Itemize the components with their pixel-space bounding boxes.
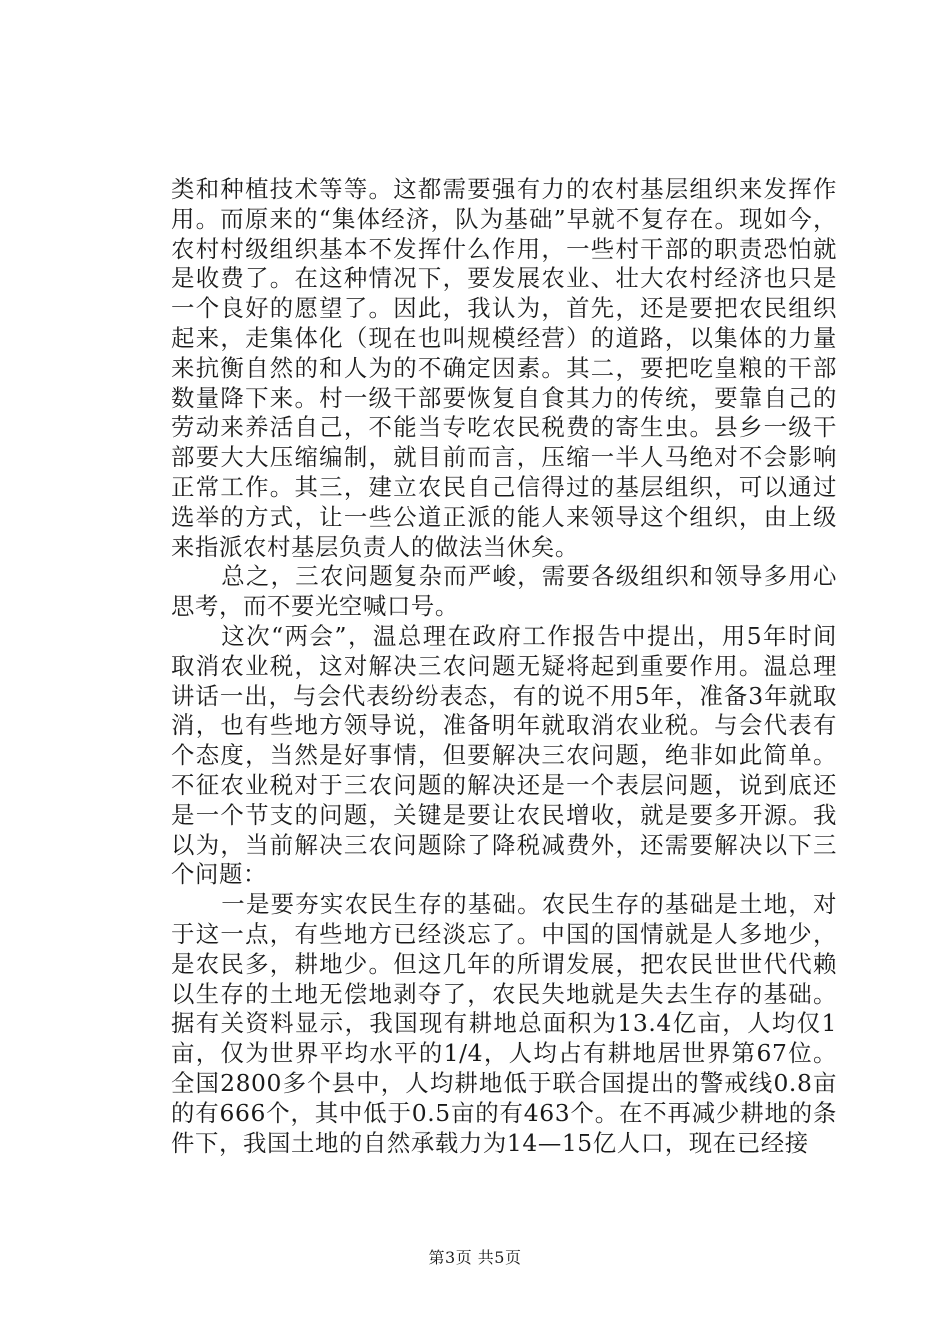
paragraph-conclusion: 总之，三农问题复杂而严峻，需要各级组织和领导多用心思考，而不要光空喊口号。 (171, 562, 837, 621)
page-number-footer: 第3页 共5页 (428, 1248, 522, 1267)
paragraph-land-foundation: 一是要夯实农民生存的基础。农民生存的基础是土地，对于这一点，有些地方已经淡忘了。中国的国情就是人多地少，是农民多，耕地少。但这几年的所谓发展，把农民世世代代赖以生存的土地无偿地剥夺了，农民失地就是失去生存的基础。据有关资料显示，我国现有耕地总面积为13.4亿亩，人均仅1亩，仅为世界平均水平的1/4，人均占有耕地居世界第67位。全国2800多个县中，人均耕地低于联合国提出的警戒线0.8亩的有666个，其中低于0.5亩的有463个。在不再减少耕地的条件下，我国土地的自然承载力为14—15亿人口，现在已经接 (171, 890, 837, 1157)
paragraph-continuation: 类和种植技术等等。这都需要强有力的农村基层组织来发挥作用。而原来的“集体经济，队为基础”早就不复存在。现如今，农村村级组织基本不发挥什么作用，一些村干部的职责恐怕就是收费了。在这种情况下，要发展农业、壮大农村经济也只是一个良好的愿望了。因此，我认为，首先，还是要把农民组织起来，走集体化（现在也叫规模经营）的道路，以集体的力量来抗衡自然的和人为的不确定因素。其二，要把吃皇粮的干部数量降下来。村一级干部要恢复自食其力的传统，要靠自己的劳动来养活自己，不能当专吃农民税费的寄生虫。县乡一级干部要大大压缩编制，就目前而言，压缩一半人马绝对不会影响正常工作。其三，建立农民自己信得过的基层组织，可以通过选举的方式，让一些公道正派的能人来领导这个组织，由上级来指派农村基层负责人的做法当休矣。 (171, 175, 837, 561)
paragraph-two-sessions: 这次“两会”，温总理在政府工作报告中提出，用5年时间取消农业税，这对解决三农问题无疑将起到重要作用。温总理讲话一出，与会代表纷纷表态，有的说不用5年，准备3年就取消，也有些地方领导说，准备明年就取消农业税。与会代表有个态度，当然是好事情，但要解决三农问题，绝非如此简单。不征农业税对于三农问题的解决还是一个表层问题，说到底还是一个节支的问题，关键是要让农民增收，就是要多开源。我以为，当前解决三农问题除了降税减费外，还需要解决以下三个问题： (171, 621, 837, 889)
document-body (171, 175, 837, 1158)
